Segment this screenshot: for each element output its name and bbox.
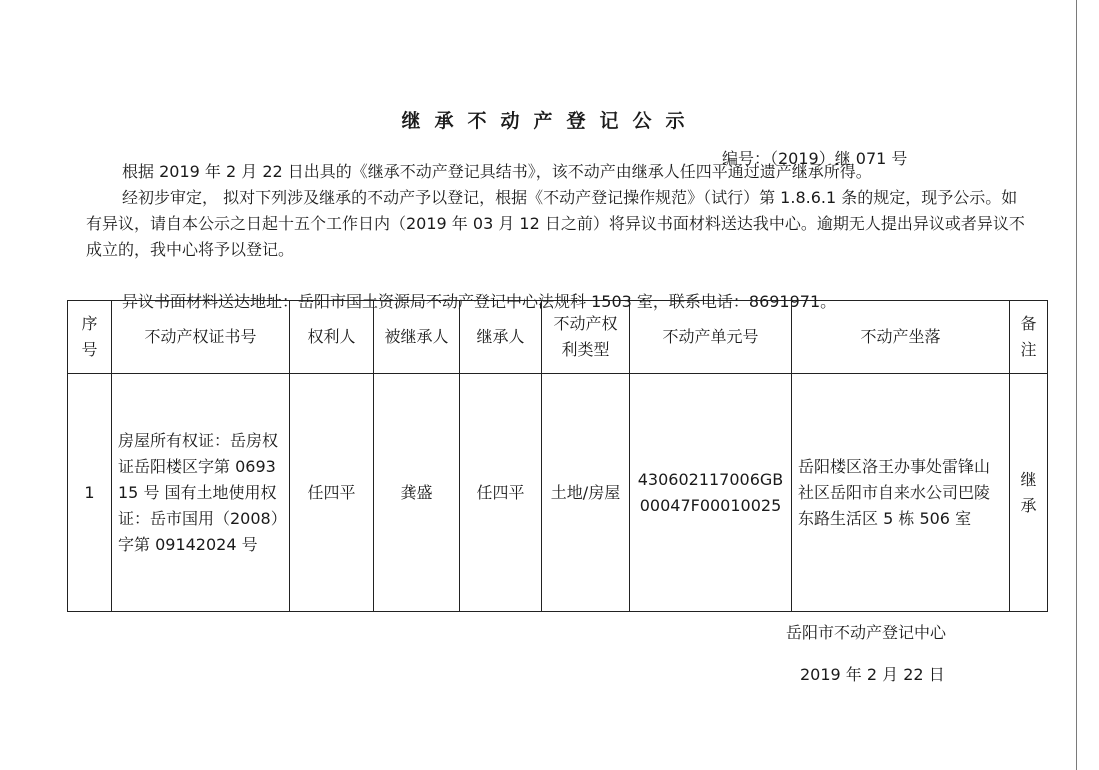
cell-certificate-no: 房屋所有权证：岳房权证岳阳楼区字第 069315 号 国有土地使用权证：岳市国用（2008）字第 09142024 号 bbox=[112, 374, 290, 612]
paragraph-address: 异议书面材料送达地址：岳阳市国土资源局不动产登记中心法规科 1503 室，联系电话：8691971。 bbox=[122, 292, 837, 311]
cell-decedent: 龚盛 bbox=[374, 374, 460, 612]
header-heir: 继承人 bbox=[460, 301, 542, 374]
paragraph-objection: 经初步审定， 拟对下列涉及继承的不动产予以登记，根据《不动产登记操作规范》（试行）第 1.8.6.1 条的规定，现予公示。如有异议，请自本公示之日起十五个工作日内（2019 年 03 月 12 日之前）将异议书面材料送达我中心。逾期无人提出异议或者异议不成立的，我中心将予以登记。 bbox=[86, 188, 1025, 259]
header-location: 不动产坐落 bbox=[792, 301, 1010, 374]
table-header-row bbox=[68, 301, 1048, 374]
header-certificate-no: 不动产权证书号 bbox=[112, 301, 290, 374]
header-right-type: 不动产权利类型 bbox=[542, 301, 630, 374]
paragraph-basis: 根据 2019 年 2 月 22 日出具的《继承不动产登记具结书》，该不动产由继承人任四平通过遗产继承所得。 bbox=[122, 162, 872, 181]
header-seq: 序号 bbox=[68, 301, 112, 374]
document-number: 编号：（2019）继 071 号 bbox=[722, 149, 908, 168]
cell-location: 岳阳楼区洛王办事处雷锋山社区岳阳市自来水公司巴陵东路生活区 5 栋 506 室 bbox=[792, 374, 1010, 612]
cell-remark: 继承 bbox=[1010, 374, 1048, 612]
cell-right-type: 土地/房屋 bbox=[542, 374, 630, 612]
scan-edge-line bbox=[1076, 0, 1077, 770]
header-decedent: 被继承人 bbox=[374, 301, 460, 374]
issuing-organization: 岳阳市不动产登记中心 bbox=[786, 623, 947, 642]
cell-unit-no: 430602117006GB00047F00010025 bbox=[630, 374, 792, 612]
cell-heir: 任四平 bbox=[460, 374, 542, 612]
issue-date: 2019 年 2 月 22 日 bbox=[800, 665, 945, 684]
notice-title: 继承不动产登记公示 bbox=[401, 110, 699, 132]
registration-table bbox=[67, 300, 1048, 612]
cell-right-holder: 任四平 bbox=[290, 374, 374, 612]
header-right-holder: 权利人 bbox=[290, 301, 374, 374]
header-unit-no: 不动产单元号 bbox=[630, 301, 792, 374]
cell-seq: 1 bbox=[68, 374, 112, 612]
table-row bbox=[68, 374, 1048, 612]
header-remark: 备注 bbox=[1010, 301, 1048, 374]
